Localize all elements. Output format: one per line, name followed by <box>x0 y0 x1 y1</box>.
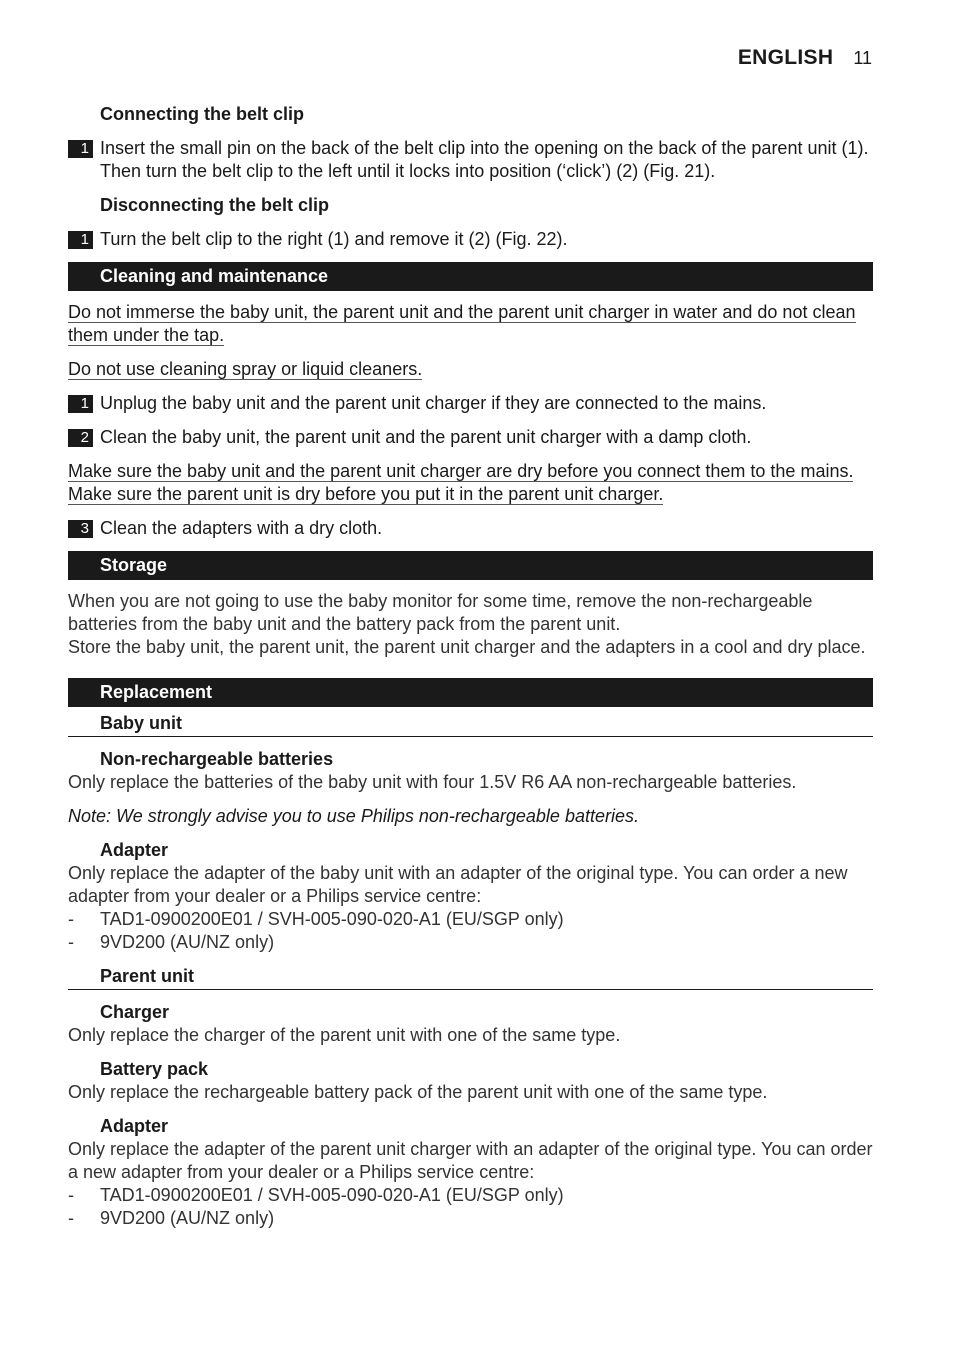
warning-text <box>68 358 873 381</box>
step-text: Unplug the baby unit and the parent unit charger if they are connected to the mains. <box>100 393 767 413</box>
list-item-text: 9VD200 (AU/NZ only) <box>100 932 275 952</box>
warning-underlined: Make sure the baby unit and the parent unit charger are dry before you connect them to the mains. Make sure the parent unit is dry before you put it in the parent unit charger. <box>68 461 854 504</box>
warning-text <box>68 301 873 347</box>
cleaning-section-heading: Cleaning and maintenance <box>68 262 873 291</box>
step-number-badge: 1 <box>68 231 93 249</box>
batteries-heading: Non-rechargeable batteries <box>100 749 334 769</box>
step-number-badge: 1 <box>68 140 93 158</box>
step-number-badge: 2 <box>68 429 93 447</box>
step-item <box>68 137 873 183</box>
page-header <box>738 46 872 70</box>
replacement-section-heading: Replacement <box>68 678 873 707</box>
page-content <box>68 103 873 1230</box>
storage-section-heading: Storage <box>68 551 873 580</box>
list-item-text: TAD1-0900200E01 / SVH-005-090-020-A1 (EU/SGP only) <box>100 909 564 929</box>
battery-pack-text: Only replace the rechargeable battery pack of the parent unit with one of the same type. <box>68 1082 768 1102</box>
storage-paragraph: Store the baby unit, the parent unit, the parent unit charger and the adapters in a cool and dry place. <box>68 637 866 657</box>
charger-heading: Charger <box>100 1002 170 1022</box>
step-item <box>68 517 873 540</box>
disconnecting-belt-clip-heading: Disconnecting the belt clip <box>100 195 330 215</box>
parent-unit-heading: Parent unit <box>68 965 873 990</box>
step-text: Insert the small pin on the back of the belt clip into the opening on the back of the parent unit (1). Then turn the belt clip to the left until it locks into position (‘click’) (2) (Fig. 21). <box>100 138 869 181</box>
language-label: ENGLISH <box>737 46 834 69</box>
warning-text <box>68 460 873 506</box>
step-text: Turn the belt clip to the right (1) and remove it (2) (Fig. 22). <box>100 229 568 249</box>
list-item: - TAD1-0900200E01 / SVH-005-090-020-A1 (EU/SGP only) <box>68 1185 564 1205</box>
page-number: 11 <box>853 48 872 68</box>
list-item: - 9VD200 (AU/NZ only) <box>68 932 275 952</box>
charger-text: Only replace the charger of the parent unit with one of the same type. <box>68 1025 621 1045</box>
list-item: - 9VD200 (AU/NZ only) <box>68 1208 275 1228</box>
baby-unit-heading: Baby unit <box>68 712 873 737</box>
connecting-belt-clip-heading: Connecting the belt clip <box>100 104 305 124</box>
note-text: Note: We strongly advise you to use Philips non-rechargeable batteries. <box>68 806 639 826</box>
adapter-text: Only replace the adapter of the parent unit charger with an adapter of the original type. You can order a new adapter from your dealer or a Philips service centre: <box>68 1139 873 1182</box>
list-item-text: 9VD200 (AU/NZ only) <box>100 1208 275 1228</box>
adapter-heading: Adapter <box>100 1116 169 1136</box>
step-item <box>68 426 873 449</box>
list-item-text: TAD1-0900200E01 / SVH-005-090-020-A1 (EU/SGP only) <box>100 1185 564 1205</box>
step-number-badge: 3 <box>68 520 93 538</box>
step-number-badge: 1 <box>68 395 93 413</box>
list-item: - TAD1-0900200E01 / SVH-005-090-020-A1 (EU/SGP only) <box>68 909 564 929</box>
step-item <box>68 228 873 251</box>
storage-paragraph: When you are not going to use the baby monitor for some time, remove the non-rechargeable batteries from the baby unit and the battery pack from the parent unit. <box>68 591 813 634</box>
battery-pack-heading: Battery pack <box>100 1059 209 1079</box>
warning-underlined: Do not use cleaning spray or liquid cleaners. <box>68 359 423 379</box>
warning-underlined: Do not immerse the baby unit, the parent unit and the parent unit charger in water and do not clean them under the tap. <box>68 302 856 345</box>
adapter-text: Only replace the adapter of the baby unit with an adapter of the original type. You can order a new adapter from your dealer or a Philips service centre: <box>68 863 848 906</box>
step-text: Clean the adapters with a dry cloth. <box>100 518 383 538</box>
adapter-heading: Adapter <box>100 840 169 860</box>
step-item <box>68 392 873 415</box>
batteries-text: Only replace the batteries of the baby unit with four 1.5V R6 AA non-rechargeable batteries. <box>68 772 797 792</box>
step-text: Clean the baby unit, the parent unit and the parent unit charger with a damp cloth. <box>100 427 752 447</box>
